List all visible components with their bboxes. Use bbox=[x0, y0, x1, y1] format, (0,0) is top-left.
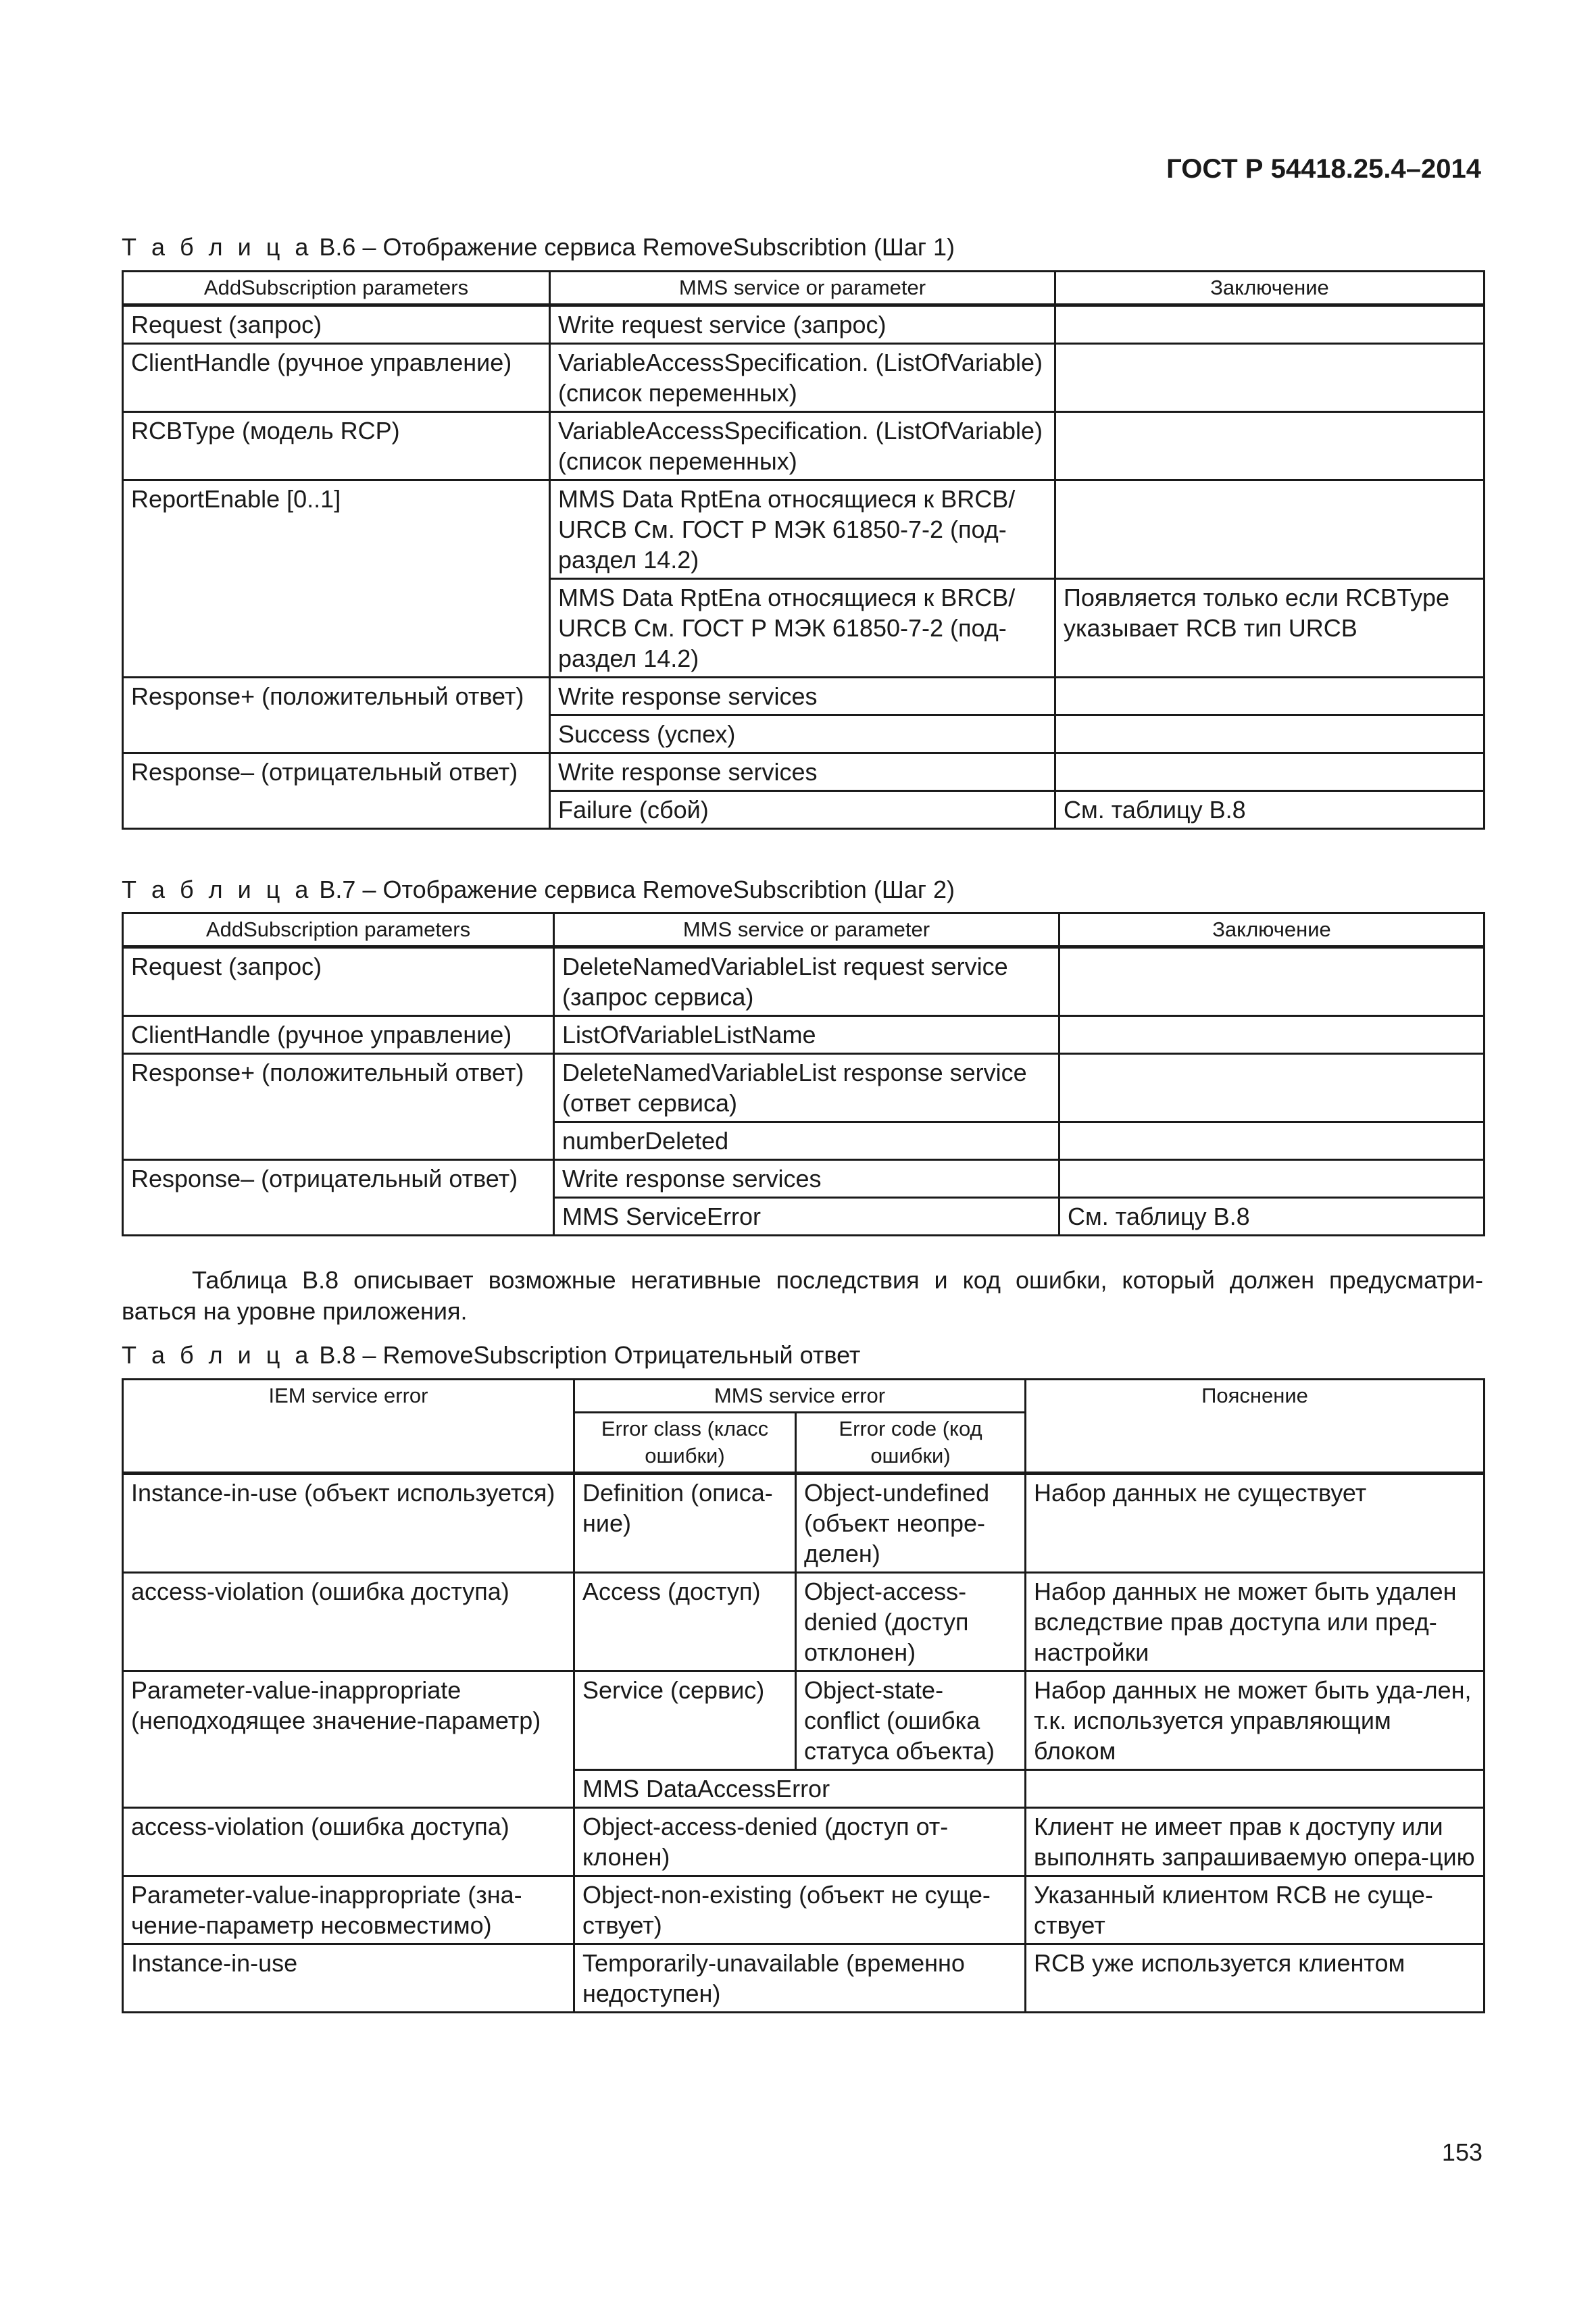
body-paragraph bbox=[122, 1265, 1483, 1327]
table-cell bbox=[1059, 1054, 1485, 1122]
table-cell: Failure (сбой) bbox=[550, 791, 1055, 829]
table-b7-caption-prefix: Т а б л и ц а bbox=[122, 876, 313, 903]
table-cell: Response– (отрицательный ответ) bbox=[123, 753, 550, 829]
table-cell: Набор данных не существует bbox=[1026, 1474, 1485, 1573]
table-cell: Write response services bbox=[550, 753, 1055, 791]
table-cell: numberDeleted bbox=[554, 1122, 1059, 1160]
table-cell bbox=[1055, 412, 1485, 480]
paragraph-line-2: ваться на уровне приложения. bbox=[122, 1297, 468, 1325]
table-cell bbox=[1055, 480, 1485, 579]
table-cell bbox=[1055, 715, 1485, 753]
table-cell: ClientHandle (ручное управление) bbox=[123, 344, 550, 412]
table-row bbox=[123, 1876, 1485, 1944]
table-row bbox=[123, 1054, 1485, 1122]
table-cell: MMS ServiceError bbox=[554, 1198, 1059, 1236]
table-cell: Указанный клиентом RCB не суще-ствует bbox=[1026, 1876, 1485, 1944]
table-cell: Object-access-denied (доступ отклонен) bbox=[796, 1573, 1026, 1671]
table-row bbox=[123, 1160, 1485, 1198]
table-b8-col-error-class: Error class (класс ошибки) bbox=[574, 1413, 796, 1474]
table-cell: ClientHandle (ручное управление) bbox=[123, 1016, 554, 1054]
table-cell: Появляется только если RCBType указывает RCB тип URCB bbox=[1055, 579, 1485, 678]
table-b6-caption-prefix: Т а б л и ц а bbox=[122, 233, 313, 261]
table-cell: VariableAccessSpecification. (ListOfVariable) (список переменных) bbox=[550, 344, 1055, 412]
table-cell bbox=[1059, 1122, 1485, 1160]
table-cell: Набор данных не может быть удален вследствие прав доступа или пред-настройки bbox=[1026, 1573, 1485, 1671]
page-number: 153 bbox=[1441, 2138, 1482, 2166]
table-cell: Parameter-value-inappropriate (зна-чение-параметр несовместимо) bbox=[123, 1876, 574, 1944]
table-b7 bbox=[122, 912, 1485, 1236]
table-row bbox=[123, 480, 1485, 579]
table-cell: Object-non-existing (объект не суще-ствует) bbox=[574, 1876, 1026, 1944]
table-cell: RCB уже используется клиентом bbox=[1026, 1944, 1485, 2013]
table-b8-col-mms: MMS service error bbox=[574, 1380, 1026, 1413]
table-cell: DeleteNamedVariableList response service (ответ сервиса) bbox=[554, 1054, 1059, 1122]
table-b6-col-params: AddSubscription parameters bbox=[123, 272, 550, 305]
table-cell: Response– (отрицательный ответ) bbox=[123, 1160, 554, 1236]
table-cell bbox=[1055, 344, 1485, 412]
table-cell: Instance-in-use (объект используется) bbox=[123, 1474, 574, 1573]
table-b6-caption bbox=[122, 233, 955, 261]
table-b6-col-conclusion: Заключение bbox=[1055, 272, 1485, 305]
table-cell: Write response services bbox=[554, 1160, 1059, 1198]
table-cell: access-violation (ошибка доступа) bbox=[123, 1808, 574, 1876]
table-cell: Temporarily-unavailable (временно недоступен) bbox=[574, 1944, 1026, 2013]
table-b7-col-mms: MMS service or parameter bbox=[554, 913, 1059, 947]
table-row bbox=[123, 1016, 1485, 1054]
table-cell: access-violation (ошибка доступа) bbox=[123, 1573, 574, 1671]
table-row bbox=[123, 678, 1485, 715]
table-cell: Definition (описа-ние) bbox=[574, 1474, 796, 1573]
table-cell bbox=[1059, 1160, 1485, 1198]
table-cell: См. таблицу В.8 bbox=[1055, 791, 1485, 829]
table-cell: MMS Data RptEna относящиеся к BRCB/ URCB См. ГОСТ Р МЭК 61850-7-2 (под-раздел 14.2) bbox=[550, 579, 1055, 678]
table-cell: Success (успех) bbox=[550, 715, 1055, 753]
table-b7-col-params: AddSubscription parameters bbox=[123, 913, 554, 947]
table-row bbox=[123, 1474, 1485, 1573]
paragraph-line-1: Таблица В.8 описывает возможные негативные последствия и код ошибки, который должен предусматри- bbox=[192, 1266, 1483, 1294]
table-row bbox=[123, 753, 1485, 791]
table-cell: MMS DataAccessError bbox=[574, 1770, 1026, 1808]
table-row bbox=[123, 1944, 1485, 2013]
table-cell: Клиент не имеет прав к доступу или выполнять запрашиваемую опера-цию bbox=[1026, 1808, 1485, 1876]
table-cell: Service (сервис) bbox=[574, 1671, 796, 1770]
table-cell: Access (доступ) bbox=[574, 1573, 796, 1671]
table-cell: Object-access-denied (доступ от-клонен) bbox=[574, 1808, 1026, 1876]
table-cell bbox=[1055, 753, 1485, 791]
table-row bbox=[123, 1671, 1485, 1770]
table-cell: Response+ (положительный ответ) bbox=[123, 678, 550, 753]
table-cell: Object-undefined (объект неопре-делен) bbox=[796, 1474, 1026, 1573]
table-b6 bbox=[122, 270, 1485, 830]
table-b8-col-error-code: Error code (код ошибки) bbox=[796, 1413, 1026, 1474]
table-cell: ListOfVariableListName bbox=[554, 1016, 1059, 1054]
table-cell: Write request service (запрос) bbox=[550, 305, 1055, 344]
table-b8-col-iem: IEM service error bbox=[123, 1380, 574, 1474]
table-cell: Write response services bbox=[550, 678, 1055, 715]
standard-header: ГОСТ Р 54418.25.4–2014 bbox=[1166, 154, 1481, 184]
table-cell: VariableAccessSpecification. (ListOfVariable) (список переменных) bbox=[550, 412, 1055, 480]
table-b8 bbox=[122, 1378, 1485, 2013]
table-b7-caption-text: В.7 – Отображение сервиса RemoveSubscribtion (Шаг 2) bbox=[319, 876, 955, 903]
table-cell: Response+ (положительный ответ) bbox=[123, 1054, 554, 1160]
table-cell bbox=[1055, 305, 1485, 344]
table-cell: См. таблицу В.8 bbox=[1059, 1198, 1485, 1236]
table-b8-caption-prefix: Т а б л и ц а bbox=[122, 1341, 313, 1369]
table-b6-caption-text: В.6 – Отображение сервиса RemoveSubscribtion (Шаг 1) bbox=[319, 233, 955, 261]
table-cell: Instance-in-use bbox=[123, 1944, 574, 2013]
table-row bbox=[123, 344, 1485, 412]
table-cell: Parameter-value-inappropriate (неподходящее значение-параметр) bbox=[123, 1671, 574, 1808]
table-row bbox=[123, 1808, 1485, 1876]
table-row bbox=[123, 1573, 1485, 1671]
table-cell: Request (запрос) bbox=[123, 947, 554, 1016]
table-b7-caption bbox=[122, 876, 955, 904]
table-row bbox=[123, 305, 1485, 344]
table-cell bbox=[1059, 947, 1485, 1016]
table-b8-caption-text: В.8 – RemoveSubscription Отрицательный ответ bbox=[319, 1341, 861, 1369]
table-b8-caption bbox=[122, 1341, 860, 1369]
table-cell bbox=[1026, 1770, 1485, 1808]
table-cell: ReportEnable [0..1] bbox=[123, 480, 550, 678]
table-cell: Набор данных не может быть уда-лен, т.к. используется управляющим блоком bbox=[1026, 1671, 1485, 1770]
table-row bbox=[123, 947, 1485, 1016]
table-cell bbox=[1059, 1016, 1485, 1054]
table-b8-col-note: Пояснение bbox=[1026, 1380, 1485, 1474]
table-row bbox=[123, 412, 1485, 480]
table-cell: Request (запрос) bbox=[123, 305, 550, 344]
table-cell bbox=[1055, 678, 1485, 715]
table-cell: MMS Data RptEna относящиеся к BRCB/ URCB См. ГОСТ Р МЭК 61850-7-2 (под-раздел 14.2) bbox=[550, 480, 1055, 579]
table-cell: RCBType (модель RCP) bbox=[123, 412, 550, 480]
table-cell: Object-state-conflict (ошибка статуса объекта) bbox=[796, 1671, 1026, 1770]
table-b6-col-mms: MMS service or parameter bbox=[550, 272, 1055, 305]
table-cell: DeleteNamedVariableList request service (запрос сервиса) bbox=[554, 947, 1059, 1016]
table-b7-col-conclusion: Заключение bbox=[1059, 913, 1485, 947]
